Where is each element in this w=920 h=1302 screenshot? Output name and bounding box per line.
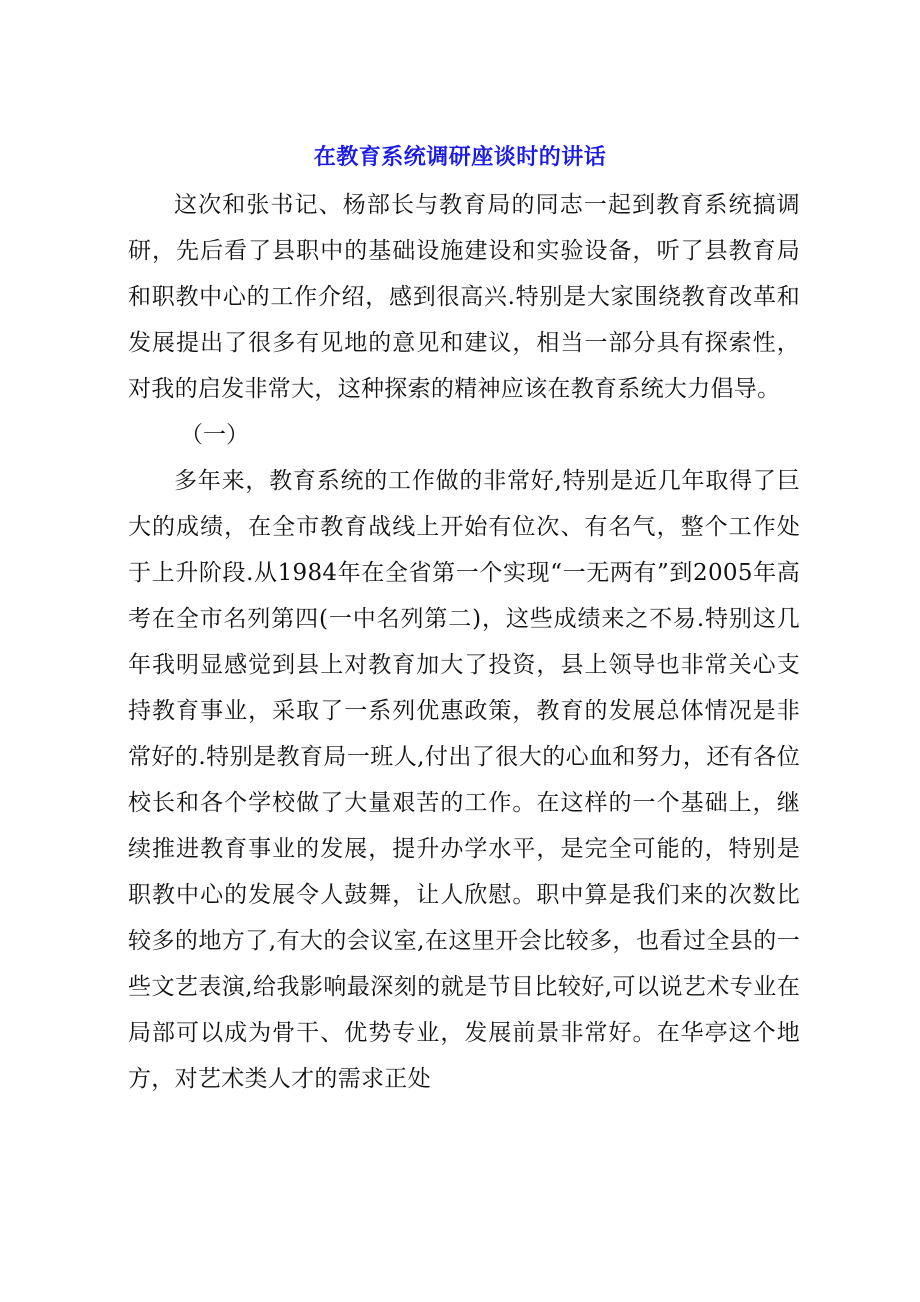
document-body bbox=[128, 182, 800, 1102]
paragraph-intro: 这次和张书记、杨部长与教育局的同志一起到教育系统搞调研，先后看了县职中的基础设施建设和实验设备，听了县教育局和职教中心的工作介绍，感到很高兴.特别是大家围绕教育改革和发展提出了很多有见地的意见和建议，相当一部分具有探索性，对我的启发非常大，这种探索的精神应该在教育系统大力倡导。 bbox=[128, 192, 800, 402]
document-title: 在教育系统调研座谈时的讲话 bbox=[313, 145, 607, 170]
section-heading: （一） bbox=[180, 422, 249, 448]
paragraph-achievements: 多年来，教育系统的工作做的非常好,特别是近几年取得了巨大的成绩，在全市教育战线上开始有位次、有名气，整个工作处于上升阶段.从1984年在全省第一个实现“一无两有”到2005年高考在全市名列第四(一中名列第二)，这些成绩来之不易.特别这几年我明显感觉到县上对教育加大了投资，县上领导也非常关心支持教育事业，采取了一系列优惠政策，教育的发展总体情况是非常好的.特别是教育局一班人,付出了很大的心血和努力，还有各位校长和各个学校做了大量艰苦的工作。在这样的一个基础上，继续推进教育事业的发展，提升办学水平，是完全可能的，特别是职教中心的发展令人鼓舞，让人欣慰。职中算是我们来的次数比较多的地方了,有大的会议室,在这里开会比较多，也看过全县的一些文艺表演,给我影响最深刻的就是节目比较好,可以说艺术专业在局部可以成为骨干、优势专业，发展前景非常好。在华亭这个地方，对艺术类人才的需求正处 bbox=[128, 468, 800, 1092]
